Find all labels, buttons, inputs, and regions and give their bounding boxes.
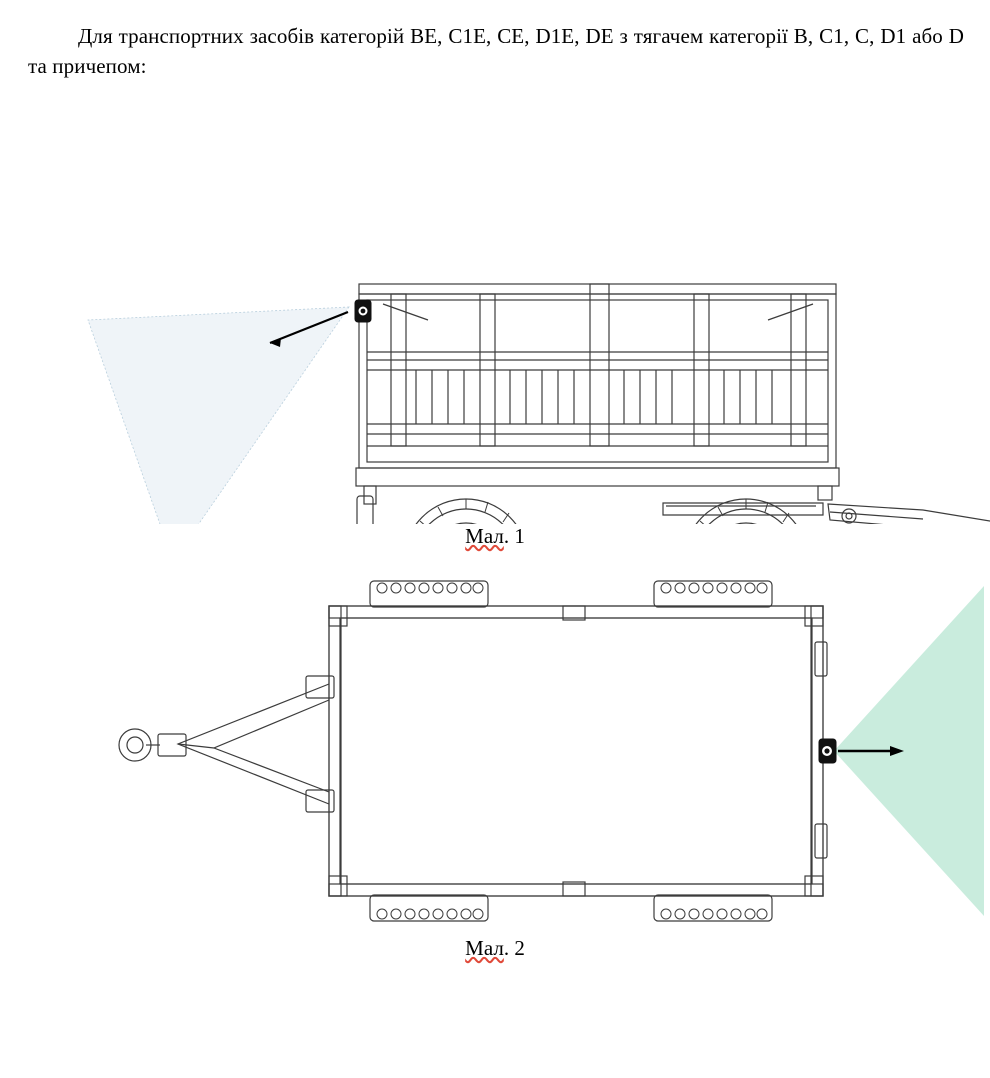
- figure-2-caption-suffix: . 2: [503, 935, 525, 960]
- drawbar-joint: [842, 509, 856, 523]
- figure-1-drawing: [18, 124, 990, 524]
- drawbar-line: [830, 512, 923, 519]
- chassis-beam: [356, 468, 839, 486]
- figure-2-caption-prefix: Мал: [465, 935, 504, 960]
- trailer-top-board: [329, 606, 823, 618]
- corner-block-tl: [329, 606, 347, 626]
- tyre-tread-marks: [377, 583, 767, 919]
- trailer-side-panel: [359, 294, 836, 468]
- stake-3-center: [590, 284, 609, 446]
- figure-1-caption-prefix: Мал: [465, 523, 504, 548]
- coupling-eye-inner: [127, 737, 143, 753]
- trailer-side-panel-inner: [367, 300, 828, 462]
- figure-2-drawing: [18, 576, 990, 936]
- trailer-front-board: [329, 606, 341, 896]
- trailer-bottom-board: [329, 884, 823, 896]
- figure-2-caption: [18, 936, 972, 961]
- drawbar-frame-outer: [178, 684, 329, 804]
- camera-icon: [355, 300, 371, 322]
- trailer-bed: [340, 618, 812, 884]
- corner-block-bl: [329, 876, 347, 896]
- corner-block-br: [805, 876, 823, 896]
- drawbar-frame-inner: [214, 700, 329, 792]
- fender-front: [357, 496, 373, 524]
- figure-2: [18, 576, 972, 960]
- trailer-top-rail: [359, 284, 836, 294]
- chassis-bracket-left: [364, 486, 376, 504]
- vision-cone: [88, 307, 349, 524]
- camera-icon: [819, 739, 836, 763]
- corner-block-tr: [805, 606, 823, 626]
- figure-1-caption: [18, 524, 972, 549]
- intro-paragraph: [28, 22, 964, 82]
- rear-bracket-top: [815, 642, 827, 676]
- chassis-bracket-right: [818, 486, 832, 500]
- figure-1: [18, 124, 972, 548]
- rear-bracket-bottom: [815, 824, 827, 858]
- figure-1-caption-suffix: . 1: [503, 523, 525, 548]
- trailer-body-outline: [329, 606, 823, 896]
- paragraph-text: Для транспортних засобів категорій BE, C1E, CE, D1E, DE з тягачем категорії B, C1, C, D1 або D та причепом:: [28, 24, 964, 78]
